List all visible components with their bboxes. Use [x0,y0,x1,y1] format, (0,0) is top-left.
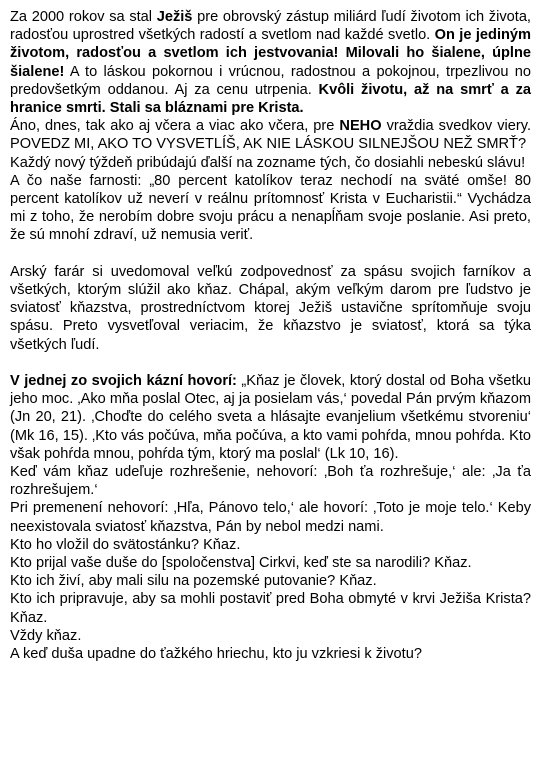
bold-text-span: On je jediným životom, radosťou a svetlom ich jestvovania! Milovali ho šialene, úplne šialene! [10,27,532,80]
text-span: Áno, dnes, tak ako aj včera a viac ako včera, pre [10,118,340,135]
paragraph-p7 [10,463,531,499]
text-span: Keď vám kňaz udeľuje rozhrešenie, nehovorí: ‚Boh ťa rozhrešuje,‘ ale: ‚Ja ťa rozhrešujem.‘ [10,464,531,499]
text-span: Kto ich živí, aby mali silu na pozemské putovanie? Kňaz. [10,573,377,590]
text-span: „Kňaz je človek, ktorý dostal od Boha všetku jeho moc. ‚Ako mňa poslal Otec, aj ja posielam vás,‘ povedal Pán prvým kňazom (Jn 20, 21). ‚Choďte do celého sveta a hlásajte evanjelium všetkému stvoreniu‘ (Mk 16, 15). ‚Kto vás počúva, mňa počúva, a kto vami pohŕda, mnou pohŕda. Kto však pohŕda mnou, pohŕda tým, ktorý ma poslal‘ (Lk 10, 16). [10,373,531,462]
paragraph-p10 [10,554,531,572]
bold-text-span: V jednej zo svojich kázní hovorí: [10,373,237,390]
text-span: Za 2000 rokov sa stal [10,9,157,25]
text-span: A keď duša upadne do ťažkého hriechu, kto ju vzkriesi k životu? [10,646,422,663]
text-span: Kto ich pripravuje, aby sa mohli postaviť pred Boha obmyté v krvi Ježiša Krista? Kňaz. [10,591,531,626]
paragraph-spacer [10,354,531,372]
paragraph-p3 [10,154,531,172]
text-span: vraždia svedkov viery. POVEDZ MI, AKO TO VYSVETLÍŠ, AK NIE LÁSKOU SILNEJŠOU NEŽ SMRŤ? [10,118,531,153]
text-span: pre obrovský zástup miliárd ľudí životom ich života, radosťou uprostred všetkých radostí a svetlom nad každé svetlo. [10,9,531,44]
paragraph-p2 [10,117,531,153]
paragraph-p14 [10,645,531,663]
bold-text-span: Kvôli životu, až na smrť a za hranice smrti. Stali sa bláznami pre Krista. [10,81,531,117]
text-span: Vždy kňaz. [10,627,82,644]
text-span: Kto ho vložil do svätostánku? Kňaz. [10,536,241,553]
paragraph-p13 [10,627,531,645]
bold-text-span: NEHO [339,118,382,135]
bold-text-span: Ježiš [156,9,193,25]
text-span: Arský farár si uvedomoval veľkú zodpovednosť za spásu svojich farníkov a všetkých, ktorým slúžil ako kňaz. Chápal, akým veľkým darom pre ľudstvo je sviatosť kňazstva, prostredníctvom ktorej Ježiš ustavične sprítomňuje svoju spásu. Preto vysvetľoval veriacim, že kňazstvo je sviatosť, ktorá sa týka všetkých ľudí. [10,263,531,353]
paragraph-p11 [10,572,531,590]
text-span: Kto prijal vaše duše do [spoločenstva] Cirkvi, keď ste sa narodili? Kňaz. [10,555,472,572]
text-span: Každý nový týždeň pribúdajú ďalší na zozname tých, čo dosiahli nebeskú slávu! [10,154,526,171]
paragraph-p6 [10,372,531,463]
text-span: A to láskou pokornou i vrúcnou, radostnou a pokojnou, trpezlivou no predovšetkým oddanou. Aj za cenu utrpenia. [10,63,531,98]
paragraph-p5 [10,263,531,354]
text-span: A čo naše farnosti: „80 percent katolíkov teraz nechodí na sväté omše! 80 percent katolíkov už neverí v reálnu prítomnosť Krista v Eucharistii.“ Vychádza mi z toho, že nerobím dobre svoju prácu a nenapĺňam svoje poslanie. Asi preto, že sú mnohí zdraví, už nemusia veriť. [10,172,531,244]
paragraph-p4 [10,172,531,245]
paragraph-p8 [10,499,531,535]
paragraph-p12 [10,590,531,626]
text-span: Pri premenení nehovorí: ‚Hľa, Pánovo telo,‘ ale hovorí: ‚Toto je moje telo.‘ Keby neexistovala sviatosť kňazstva, Pán by nebol medzi nami. [10,500,531,535]
paragraph-p9 [10,536,531,554]
paragraph-p1 [10,8,531,117]
paragraph-spacer [10,245,531,263]
